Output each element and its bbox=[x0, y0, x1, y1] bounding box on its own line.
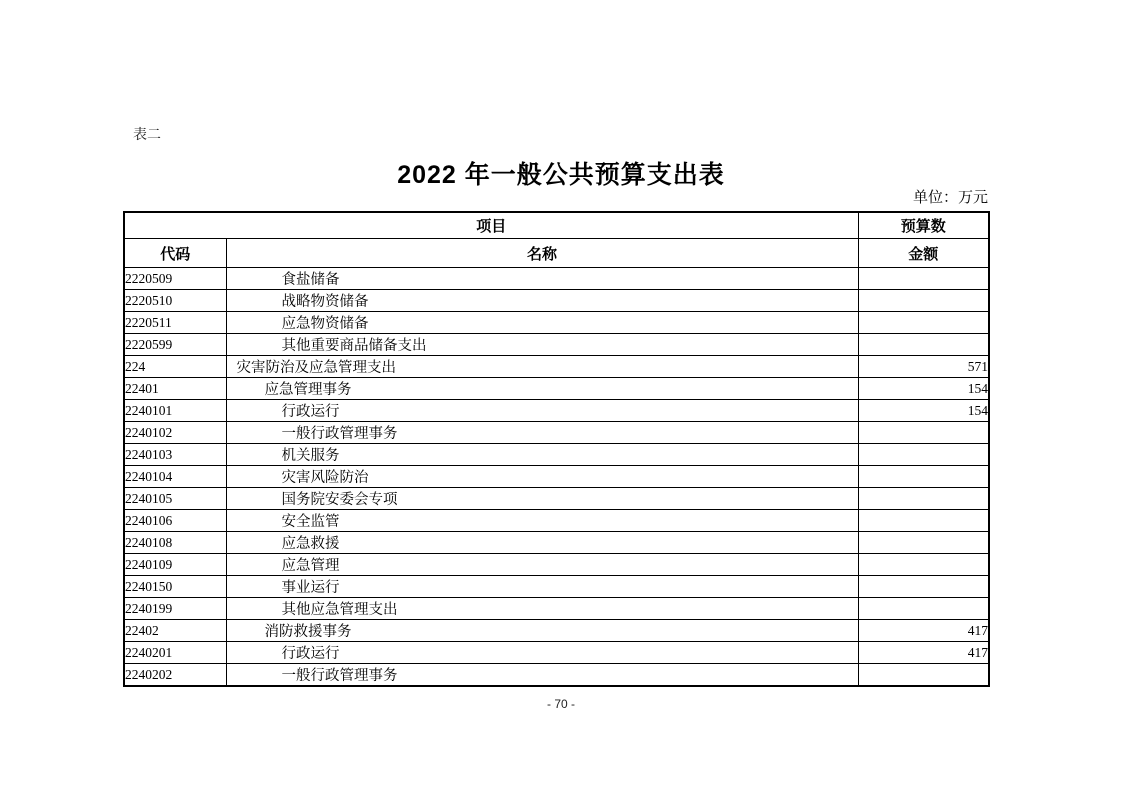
row-amount bbox=[858, 532, 989, 554]
table-row bbox=[124, 268, 989, 290]
table-row bbox=[124, 312, 989, 334]
row-name: 应急救援 bbox=[226, 532, 858, 554]
row-code: 2220599 bbox=[124, 334, 226, 356]
row-code: 2220509 bbox=[124, 268, 226, 290]
header-item-group: 项目 bbox=[124, 212, 858, 239]
row-code: 2240104 bbox=[124, 466, 226, 488]
table-row bbox=[124, 422, 989, 444]
row-code: 2240199 bbox=[124, 598, 226, 620]
row-name: 应急物资储备 bbox=[226, 312, 858, 334]
row-amount bbox=[858, 312, 989, 334]
table-row bbox=[124, 664, 989, 687]
table-row bbox=[124, 466, 989, 488]
row-name: 食盐储备 bbox=[226, 268, 858, 290]
unit-label: 单位：万元 bbox=[912, 190, 988, 206]
row-code: 2240109 bbox=[124, 554, 226, 576]
row-amount: 417 bbox=[858, 642, 989, 664]
page-title: 2022 年一般公共预算支出表 bbox=[397, 161, 725, 189]
page-number: - 70 - bbox=[546, 697, 575, 711]
table-row bbox=[124, 444, 989, 466]
row-amount bbox=[858, 444, 989, 466]
row-amount bbox=[858, 334, 989, 356]
row-code: 2240106 bbox=[124, 510, 226, 532]
row-amount: 417 bbox=[858, 620, 989, 642]
row-amount bbox=[858, 466, 989, 488]
row-code: 2240108 bbox=[124, 532, 226, 554]
table-row bbox=[124, 334, 989, 356]
row-name: 应急管理事务 bbox=[226, 378, 858, 400]
row-amount bbox=[858, 422, 989, 444]
row-amount bbox=[858, 598, 989, 620]
header-row-columns bbox=[124, 239, 989, 268]
row-code: 2220511 bbox=[124, 312, 226, 334]
row-name: 战略物资储备 bbox=[226, 290, 858, 312]
row-name: 事业运行 bbox=[226, 576, 858, 598]
row-name: 灾害防治及应急管理支出 bbox=[226, 356, 858, 378]
row-amount: 154 bbox=[858, 400, 989, 422]
header-code: 代码 bbox=[124, 239, 226, 268]
table-row bbox=[124, 620, 989, 642]
row-amount bbox=[858, 576, 989, 598]
row-name: 国务院安委会专项 bbox=[226, 488, 858, 510]
table-row bbox=[124, 554, 989, 576]
row-code: 2240202 bbox=[124, 664, 226, 687]
row-name: 机关服务 bbox=[226, 444, 858, 466]
row-code: 2240201 bbox=[124, 642, 226, 664]
row-code: 22401 bbox=[124, 378, 226, 400]
row-name: 安全监管 bbox=[226, 510, 858, 532]
header-budget-group: 预算数 bbox=[858, 212, 989, 239]
row-name: 一般行政管理事务 bbox=[226, 664, 858, 687]
table-row bbox=[124, 356, 989, 378]
row-name: 行政运行 bbox=[226, 400, 858, 422]
row-amount bbox=[858, 488, 989, 510]
row-name: 消防救援事务 bbox=[226, 620, 858, 642]
row-name: 其他重要商品储备支出 bbox=[226, 334, 858, 356]
table-header bbox=[124, 212, 989, 268]
table-row bbox=[124, 532, 989, 554]
row-code: 2240105 bbox=[124, 488, 226, 510]
header-name: 名称 bbox=[226, 239, 858, 268]
header-row-group bbox=[124, 212, 989, 239]
table-row bbox=[124, 510, 989, 532]
row-name: 其他应急管理支出 bbox=[226, 598, 858, 620]
row-code: 2240102 bbox=[124, 422, 226, 444]
row-name: 行政运行 bbox=[226, 642, 858, 664]
table-row bbox=[124, 290, 989, 312]
header-amount: 金额 bbox=[858, 239, 989, 268]
table-row bbox=[124, 642, 989, 664]
row-name: 灾害风险防治 bbox=[226, 466, 858, 488]
row-amount bbox=[858, 268, 989, 290]
table-body bbox=[124, 268, 989, 687]
table-sequence-label: 表二 bbox=[133, 128, 161, 143]
row-amount: 571 bbox=[858, 356, 989, 378]
row-code: 224 bbox=[124, 356, 226, 378]
table-row bbox=[124, 576, 989, 598]
row-code: 22402 bbox=[124, 620, 226, 642]
row-amount bbox=[858, 664, 989, 687]
row-code: 2240150 bbox=[124, 576, 226, 598]
table-row bbox=[124, 378, 989, 400]
row-amount bbox=[858, 290, 989, 312]
row-amount bbox=[858, 510, 989, 532]
row-amount: 154 bbox=[858, 378, 989, 400]
row-name: 一般行政管理事务 bbox=[226, 422, 858, 444]
budget-table bbox=[123, 211, 990, 687]
table-row bbox=[124, 598, 989, 620]
row-code: 2240101 bbox=[124, 400, 226, 422]
row-amount bbox=[858, 554, 989, 576]
table-row bbox=[124, 400, 989, 422]
table-row bbox=[124, 488, 989, 510]
row-code: 2240103 bbox=[124, 444, 226, 466]
row-code: 2220510 bbox=[124, 290, 226, 312]
row-name: 应急管理 bbox=[226, 554, 858, 576]
